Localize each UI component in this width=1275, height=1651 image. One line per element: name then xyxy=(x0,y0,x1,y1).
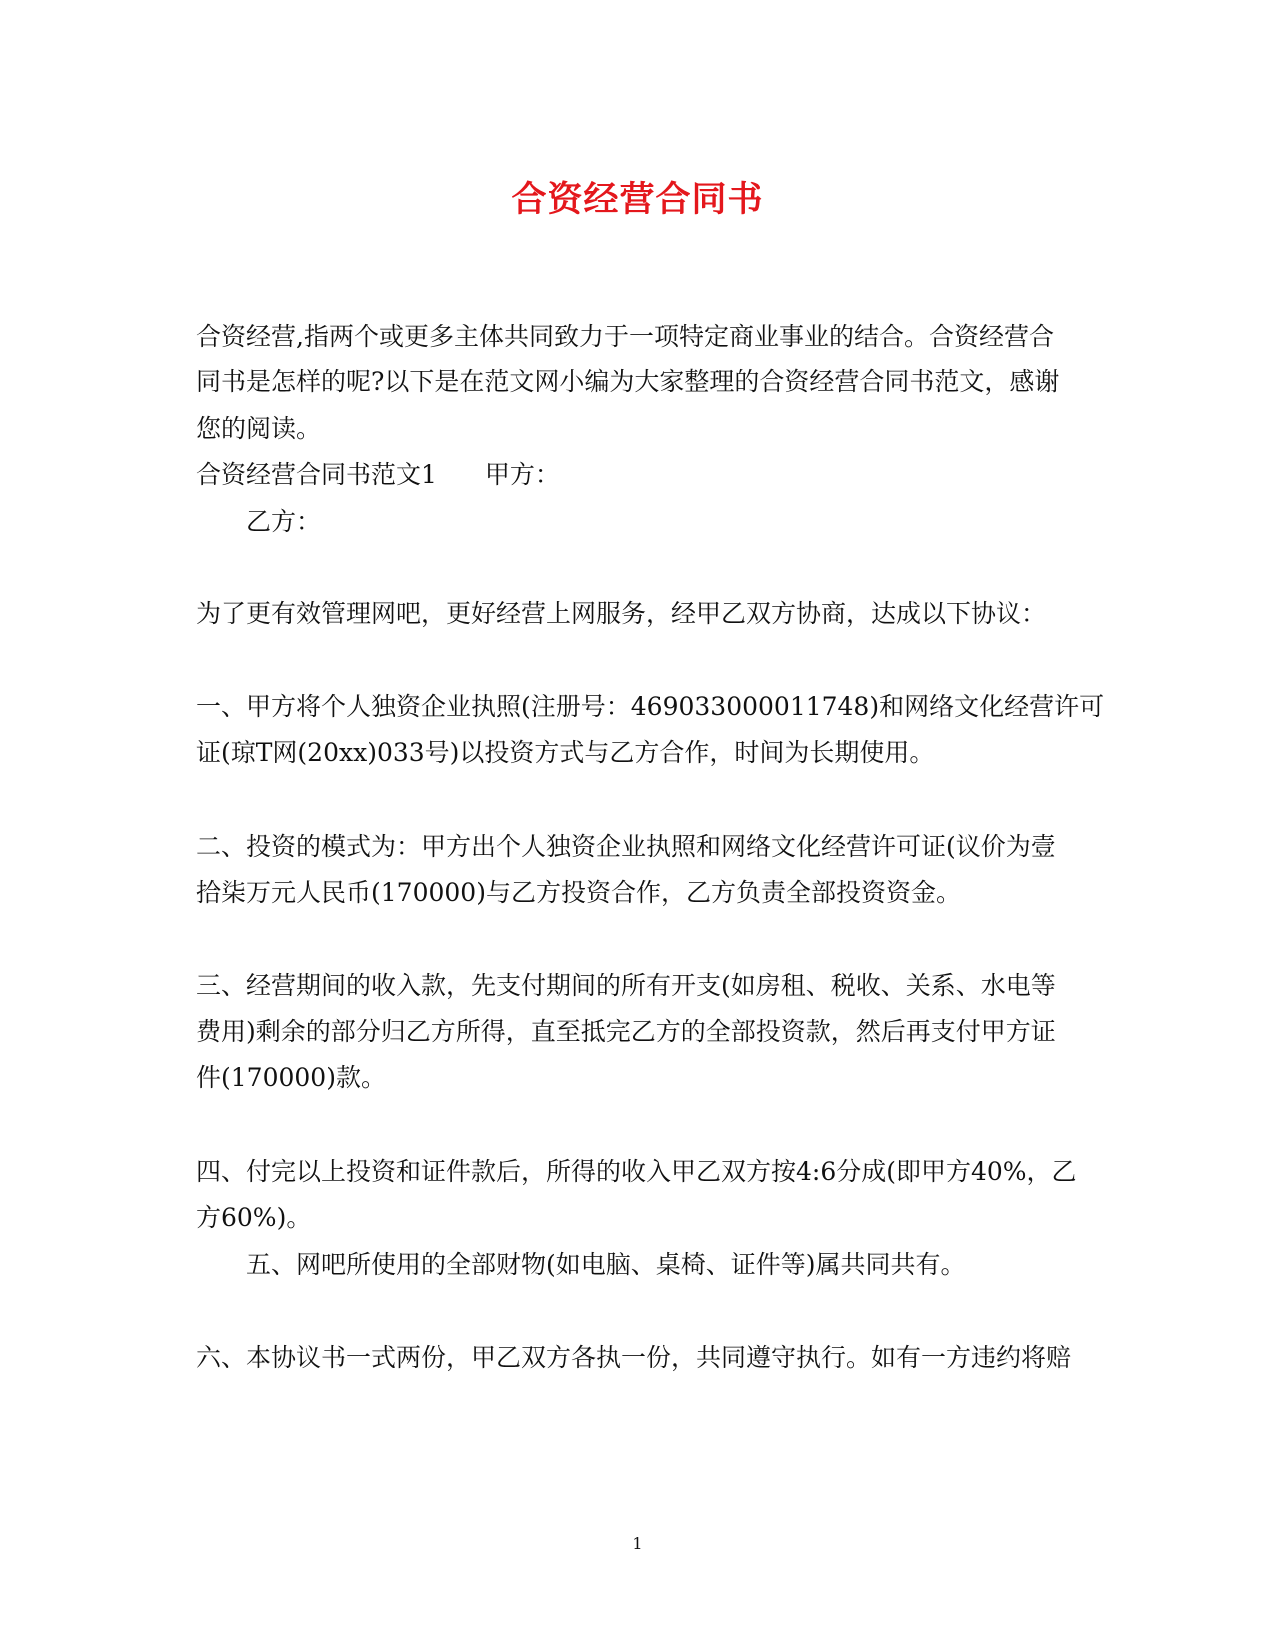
clause-2-line-1: 二、投资的模式为：甲方出个人独资企业执照和网络文化经营许可证(议价为壹 xyxy=(196,832,1056,861)
clause-4-line-2: 方60%)。 xyxy=(196,1203,312,1232)
sample-heading-line xyxy=(196,459,560,491)
clause-6-line-1: 六、本协议书一式两份，甲乙双方各执一份，共同遵守执行。如有一方违约将赔 xyxy=(196,1343,1072,1372)
sample-heading: 合资经营合同书范文1 xyxy=(196,460,437,489)
clause-3-line-2: 费用)剩余的部分归乙方所得，直至抵完乙方的全部投资款，然后再支付甲方证 xyxy=(196,1017,1056,1046)
clause-3-line-1: 三、经营期间的收入款，先支付期间的所有开支(如房租、税收、关系、水电等 xyxy=(196,971,1056,1000)
clause-1-line-1: 一、甲方将个人独资企业执照(注册号：469033000011748)和网络文化经营许可 xyxy=(196,692,1105,721)
clause-2-line-2: 拾柒万元人民币(170000)与乙方投资合作，乙方负责全部投资资金。 xyxy=(196,878,961,907)
clause-4-line-1: 四、付完以上投资和证件款后，所得的收入甲乙双方按4:6分成(即甲方40%，乙 xyxy=(196,1157,1077,1186)
document-title: 合资经营合同书 xyxy=(511,179,764,220)
intro-line-1: 合资经营,指两个或更多主体共同致力于一项特定商业事业的结合。合资经营合 xyxy=(196,322,1054,351)
clause-5-line-1: 五、网吧所使用的全部财物(如电脑、桌椅、证件等)属共同共有。 xyxy=(246,1250,966,1279)
clause-3-line-3: 件(170000)款。 xyxy=(196,1063,386,1092)
preamble: 为了更有效管理网吧，更好经营上网服务，经甲乙双方协商，达成以下协议： xyxy=(196,599,1047,628)
intro-line-3: 您的阅读。 xyxy=(196,414,322,443)
party-b-label: 乙方： xyxy=(246,507,322,536)
party-a-label: 甲方： xyxy=(484,460,560,489)
intro-line-2: 同书是怎样的呢?以下是在范文网小编为大家整理的合资经营合同书范文，感谢 xyxy=(196,367,1060,396)
clause-1-line-2: 证(琼T网(20xx)033号)以投资方式与乙方合作，时间为长期使用。 xyxy=(196,738,935,767)
page-number: 1 xyxy=(632,1534,643,1553)
